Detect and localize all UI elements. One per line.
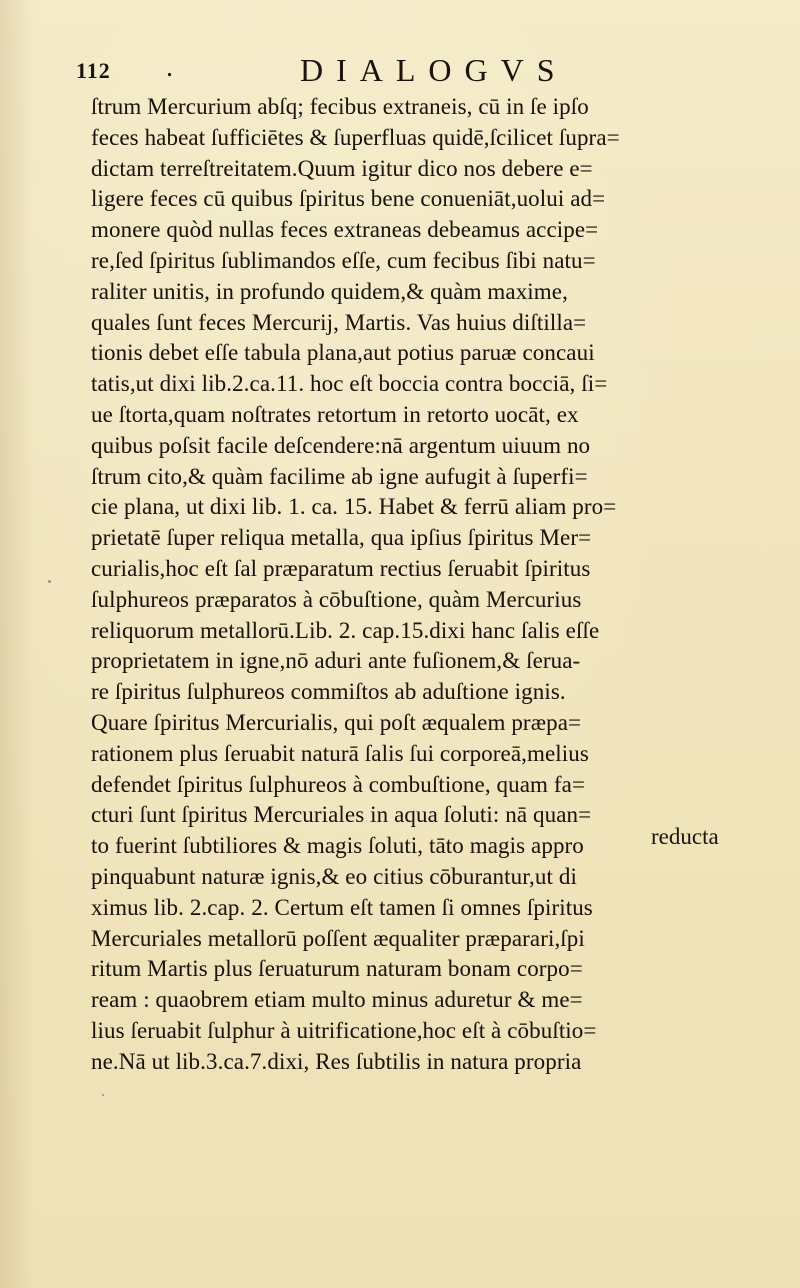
text-line-20: re ſpiritus ſulphureos commiſtos ab aduſtione ignis. [91, 679, 566, 705]
text-line-18: reliquorum metallorū.Lib. 2. cap.15.dixi hanc ſalis eſſe [91, 617, 600, 643]
text-line-4: ligere feces cū quibus ſpiritus bene conueniāt,uolui ad= [91, 186, 606, 212]
page-number: 112 [76, 58, 111, 83]
text-line-28: Mercuriales metallorū poſſent æqualiter præparari,ſpi [91, 925, 585, 951]
paper-speck [102, 1094, 104, 1096]
page-edge-shadow [0, 0, 34, 1288]
text-line-30: ream : quaobrem etiam multo minus aduretur & me= [91, 987, 583, 1013]
text-line-16: curialis,hoc eſt ſal præparatum rectius ſeruabit ſpiritus [91, 555, 591, 581]
text-line-22: rationem plus ſeruabit naturā ſalis ſui corporeā,melius [91, 740, 589, 766]
text-line-11: ue ſtorta,quam noſtrates retortum in retorto uocāt, ex [91, 401, 579, 427]
text-line-7: raliter unitis, in profundo quidem,& quàm maxime, [91, 278, 568, 304]
text-line-10: tatis,ut dixi lib.2.ca.11. hoc eſt boccia contra bocciā, ſi= [91, 371, 608, 397]
text-line-31: lius ſeruabit ſulphur à uitrificatione,hoc eſt à cōbuſtio= [91, 1017, 597, 1043]
running-head-mark: . [166, 52, 173, 83]
text-line-12: quibus poſsit facile deſcendere:nā argentum uiuum no [91, 432, 591, 458]
text-line-25: to fuerint ſubtiliores & magis ſoluti, tāto magis appro [91, 833, 584, 859]
text-line-8: quales ſunt feces Mercurij, Martis. Vas huius diſtilla= [91, 309, 587, 335]
text-line-19: proprietatem in igne,nō aduri ante fuſionem,& ſerua- [91, 648, 581, 674]
text-line-14: cie plana, ut dixi lib. 1. ca. 15. Habet & ferrū aliam pro= [91, 494, 617, 520]
text-line-27: ximus lib. 2.cap. 2. Certum eſt tamen ſi omnes ſpiritus [91, 894, 593, 920]
main-text-block [91, 92, 741, 1078]
text-line-2: feces habeat ſufficiētes & ſuperfluas quidē,ſcilicet ſupra= [91, 124, 620, 150]
text-line-17: ſulphureos præparatos à cōbuſtione, quàm Mercurius [91, 586, 582, 612]
text-line-32: ne.Nā ut lib.3.ca.7.dixi, Res ſubtilis in natura propria [91, 1048, 582, 1074]
text-line-9: tionis debet eſſe tabula plana,aut potius paruæ concaui [91, 340, 595, 366]
text-line-3: dictam terreſtreitatem.Quum igitur dico nos debere e= [91, 155, 593, 181]
text-line-1: ſtrum Mercurium abſq; fecibus extraneis, cū in ſe ipſo [91, 94, 589, 119]
text-line-29: ritum Martis plus ſeruaturum naturam bonam corpo= [91, 956, 583, 982]
text-line-5: monere quòd nullas feces extraneas debeamus accipe= [91, 217, 599, 243]
text-line-15: prietatē ſuper reliqua metalla, qua ipſius ſpiritus Mer= [91, 525, 592, 551]
text-line-21: Quare ſpiritus Mercurialis, qui poſt æqualem præpa= [91, 709, 582, 735]
running-title: DIALOGVS [300, 52, 568, 88]
text-line-24: cturi ſunt ſpiritus Mercuriales in aqua ſoluti: nā quan= [91, 802, 592, 828]
catchword: reducta [651, 824, 719, 849]
paper-speck [48, 580, 51, 583]
text-line-13: ſtrum cito,& quàm facilime ab igne aufugit à ſuperfi= [91, 463, 588, 489]
text-line-26: pinquabunt naturæ ignis,& eo citius cōburantur,ut di [91, 863, 577, 889]
text-line-23: defendet ſpiritus ſulphureos à combuſtione, quam fa= [91, 771, 586, 797]
text-line-6: re,ſed ſpiritus ſublimandos eſſe, cum fecibus ſibi natu= [91, 247, 596, 273]
